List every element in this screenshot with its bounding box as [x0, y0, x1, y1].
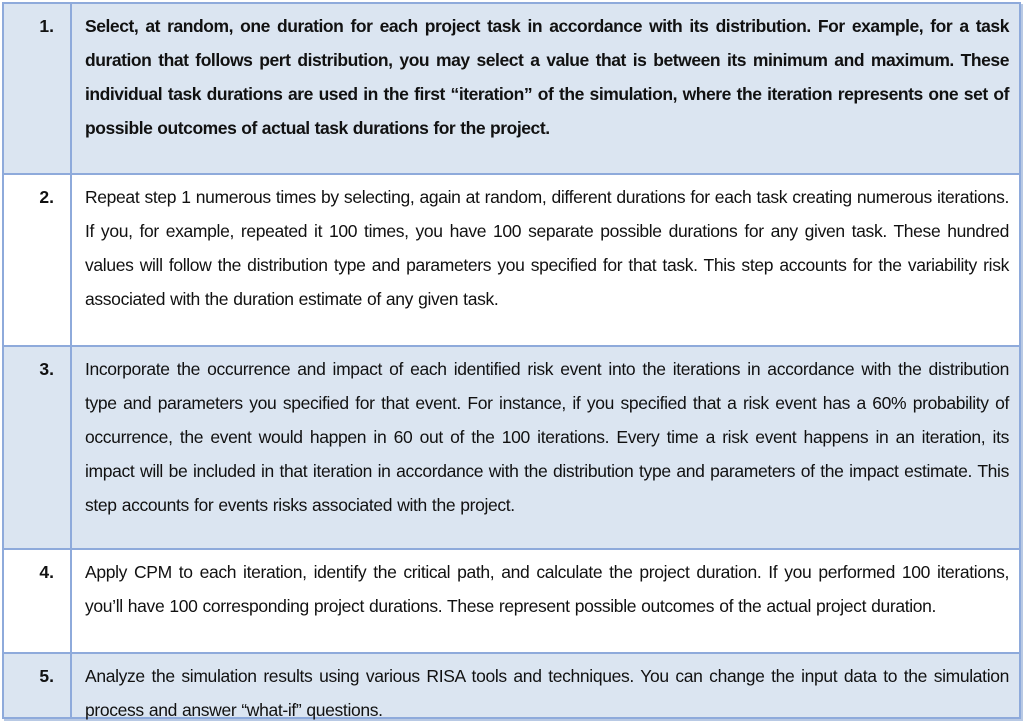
- steps-table: [2, 2, 1021, 719]
- step-number: 2.: [4, 175, 72, 345]
- step-row-3: [4, 345, 1019, 548]
- step-number: 5.: [4, 654, 72, 717]
- step-number: 3.: [4, 347, 72, 548]
- step-row-2: [4, 173, 1019, 345]
- step-text: Analyze the simulation results using various RISA tools and techniques. You can change the input data to the simulation process and answer “what-if” questions.: [85, 666, 1009, 720]
- step-text: Repeat step 1 numerous times by selecting, again at random, different durations for each task creating numerous iterations. If you, for example, repeated it 100 times, you have 100 separate possible durations for any given task. These hundred values will follow the distribution type and parameters you specified for that task. This step accounts for the variability risk associated with the duration estimate of any given task.: [85, 187, 1009, 309]
- step-number: 4.: [4, 550, 72, 652]
- step-text: Incorporate the occurrence and impact of each identified risk event into the iterations in accordance with the distribution type and parameters you specified for that event. For instance, if you specified that a risk event has a 60% probability of occurrence, the event would happen in 60 out of the 100 iterations. Every time a risk event happens in an iteration, its impact will be included in that iteration in accordance with the distribution type and parameters of the impact estimate. This step accounts for events risks associated with the project.: [85, 359, 1009, 515]
- step-text: Select, at random, one duration for each project task in accordance with its distribution. For example, for a task duration that follows pert distribution, you may select a value that is between its minimum and maximum. These individual task durations are used in the first “iteration” of the simulation, where the iteration represents one set of possible outcomes of actual task durations for the project.: [85, 16, 1009, 138]
- step-row-4: [4, 548, 1019, 652]
- step-row-1: [4, 4, 1019, 173]
- step-row-5: [4, 652, 1019, 720]
- step-text: Apply CPM to each iteration, identify the critical path, and calculate the project duration. If you performed 100 iterations, you’ll have 100 corresponding project durations. These represent possible outcomes of the actual project duration.: [85, 562, 1009, 616]
- step-number: 1.: [4, 4, 72, 173]
